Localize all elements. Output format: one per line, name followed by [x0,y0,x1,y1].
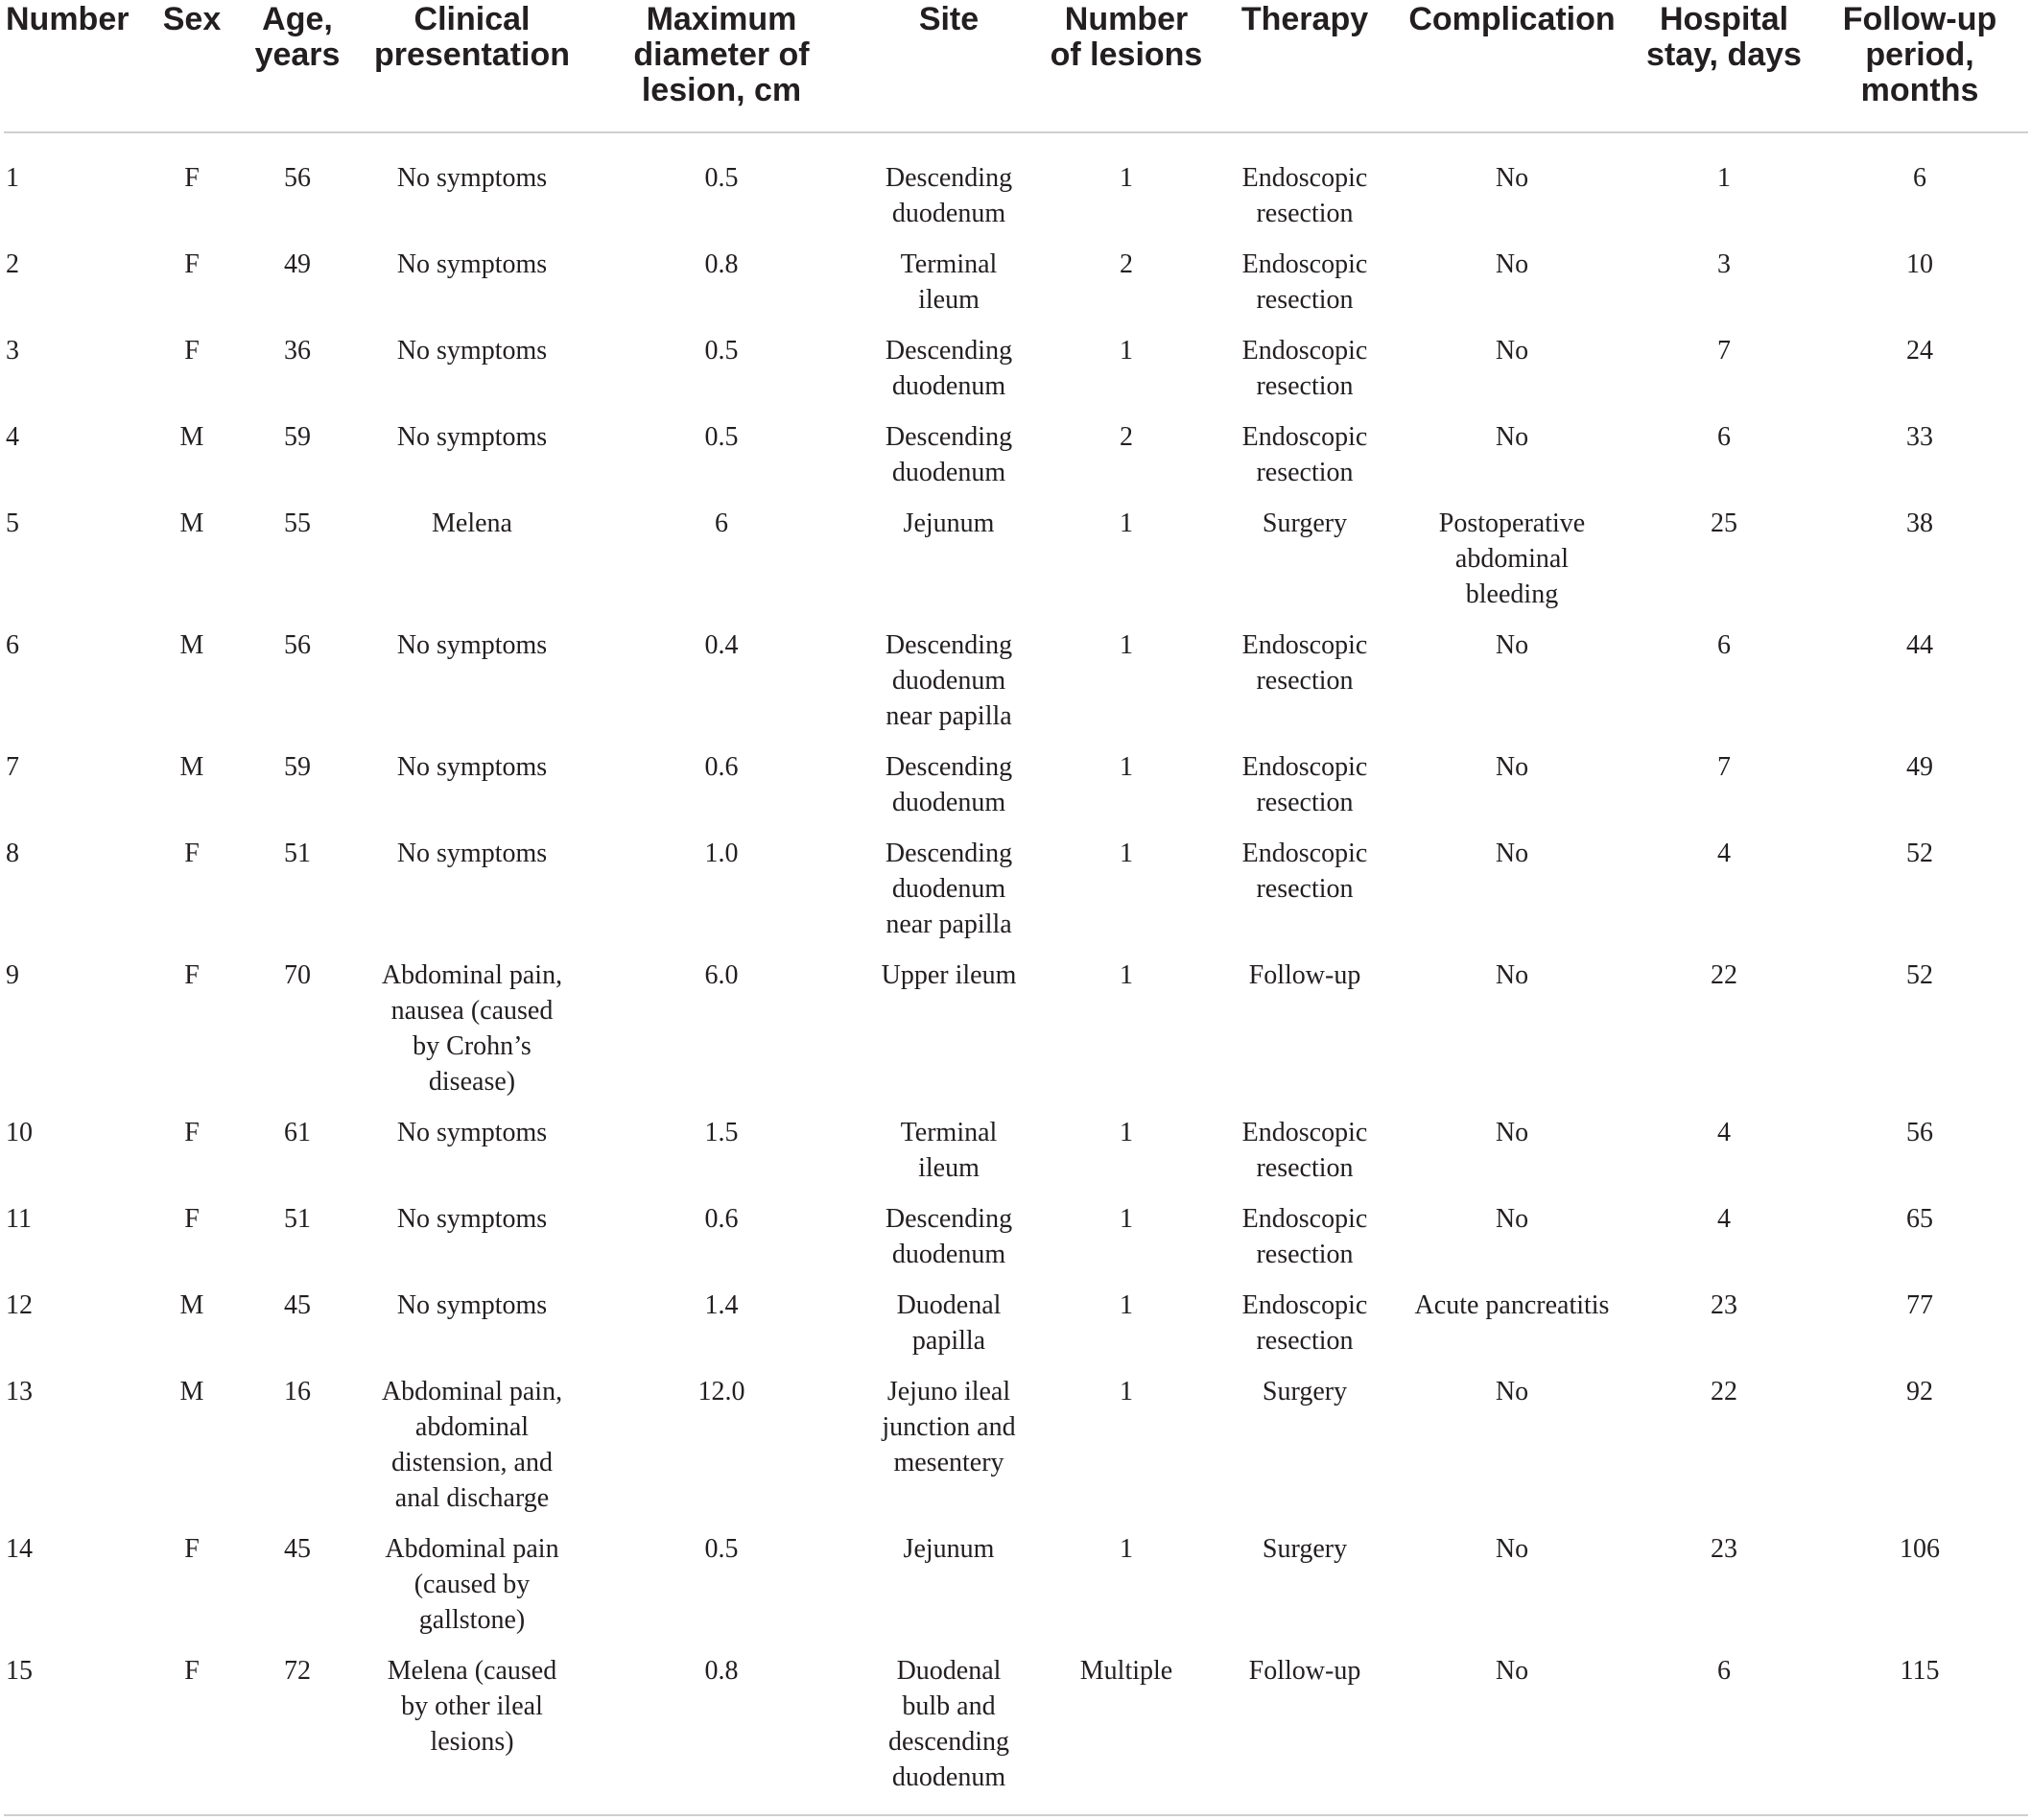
cell-age: 59 [284,422,311,452]
cell-number-of-lesions: 1 [1120,960,1133,990]
cell-follow-up: 106 [1900,1534,1940,1564]
cell-number: 9 [6,960,19,990]
cell-complication: No [1495,839,1529,868]
cell-max-diameter: 0.6 [704,1204,739,1234]
cell-number-of-lesions: 1 [1120,336,1133,366]
header-row [4,0,2028,132]
cell-follow-up: 52 [1906,960,1933,990]
cell-therapy: Endoscopic resection [1241,1290,1368,1356]
cell-max-diameter: 0.4 [704,630,739,660]
cell-max-diameter: 6 [715,508,728,538]
cell-clinical-presentation: No symptoms [396,752,548,782]
cell-number-of-lesions: 2 [1120,422,1133,452]
table-row [4,749,2028,836]
cell-hospital-stay: 22 [1711,960,1737,990]
cell-site: Duodenal papilla [896,1290,1002,1356]
cell-therapy: Surgery [1262,1377,1348,1406]
cell-complication: No [1387,1653,1637,1815]
cell-complication: No [1495,249,1529,279]
header-site: Site [867,0,1030,132]
cell-clinical-presentation: Melena [432,508,512,538]
cell-follow-up: 92 [1906,1377,1933,1406]
cell-number-of-lesions: 1 [1120,839,1133,868]
cell-max-diameter: 6.0 [704,960,739,990]
cell-therapy: Endoscopic resection [1241,1204,1368,1269]
table-row [4,1653,2028,1815]
cell-clinical-presentation: Abdominal pain, abdominal distension, and anal discharge [381,1377,563,1513]
cell-number: 2 [6,249,19,279]
table-row [4,836,2028,957]
cell-number-of-lesions: Multiple [1030,1653,1222,1815]
cell-complication: No [1495,960,1529,990]
table-row [4,333,2028,419]
cell-age: 45 [284,1290,311,1320]
cell-clinical-presentation: No symptoms [396,1290,548,1320]
cell-age: 56 [284,630,311,660]
cell-follow-up: 65 [1906,1204,1933,1234]
cell-max-diameter: 0.6 [704,752,739,782]
cell-max-diameter: 0.5 [704,336,739,366]
header-number-of-lesions: Number of lesions [1030,0,1222,132]
cell-sex: F [184,839,200,868]
cell-age: 36 [284,336,311,366]
cell-max-diameter: 1.0 [704,839,739,868]
cell-number: 14 [6,1534,33,1564]
cell-number: 13 [6,1377,33,1406]
cell-age: 72 [226,1653,368,1815]
table-row [4,132,2028,247]
cell-number-of-lesions: 1 [1120,630,1133,660]
cell-clinical-presentation: Melena (caused by other ileal lesions) [368,1653,576,1815]
cell-complication: No [1495,422,1529,452]
cell-number-of-lesions: 1 [1120,752,1133,782]
cell-sex: F [184,249,200,279]
cell-follow-up: 49 [1906,752,1933,782]
cell-site: Duodenal bulb and descending duodenum [867,1653,1030,1815]
cell-max-diameter: 12.0 [697,1377,745,1406]
cell-site: Descending duodenum near papilla [885,839,1013,939]
table-row [4,1288,2028,1374]
cell-sex: M [179,422,204,452]
table-row [4,1201,2028,1288]
cell-age: 61 [284,1118,311,1147]
cell-clinical-presentation: No symptoms [396,630,548,660]
cell-number-of-lesions: 1 [1120,1290,1133,1320]
cell-site: Jejunum [903,508,995,538]
cell-number-of-lesions: 1 [1120,1377,1133,1406]
cell-hospital-stay: 3 [1717,249,1731,279]
table-row [4,1115,2028,1201]
cell-clinical-presentation: Abdominal pain, nausea (caused by Crohn’s disease) [381,960,563,1097]
cell-follow-up: 33 [1906,422,1933,452]
cell-sex: F [184,336,200,366]
cell-therapy: Endoscopic resection [1241,163,1368,228]
cell-site: Jejuno ileal junction and mesentery [882,1377,1016,1477]
cell-hospital-stay: 6 [1717,630,1731,660]
cell-number: 6 [6,630,19,660]
header-complication: Complication [1387,0,1637,132]
cell-number: 15 [4,1653,157,1815]
cell-number-of-lesions: 1 [1120,1534,1133,1564]
cell-therapy: Endoscopic resection [1241,422,1368,487]
cell-number: 1 [6,163,19,193]
cell-site: Terminal ileum [900,249,998,315]
header-number: Number [4,0,157,132]
cell-sex: F [184,1204,200,1234]
cell-complication: No [1495,752,1529,782]
cell-hospital-stay: 25 [1711,508,1737,538]
table-row [4,957,2028,1115]
cell-number: 5 [6,508,19,538]
cell-hospital-stay: 4 [1717,839,1731,868]
cell-age: 59 [284,752,311,782]
cell-follow-up: 24 [1906,336,1933,366]
cell-clinical-presentation: No symptoms [396,839,548,868]
cell-sex: M [179,630,204,660]
cell-sex: M [179,1377,204,1406]
cell-max-diameter: 1.4 [704,1290,739,1320]
cell-clinical-presentation: Abdominal pain (caused by gallstone) [385,1534,559,1635]
cell-hospital-stay: 23 [1711,1534,1737,1564]
header-hospital-stay: Hospital stay, days [1637,0,1811,132]
cell-age: 55 [284,508,311,538]
cell-number-of-lesions: 1 [1120,163,1133,193]
cell-site: Descending duodenum [885,1204,1013,1269]
cell-clinical-presentation: No symptoms [396,1118,548,1147]
cell-complication: No [1495,1204,1529,1234]
cell-hospital-stay: 6 [1717,422,1731,452]
header-therapy: Therapy [1222,0,1387,132]
cell-therapy: Endoscopic resection [1241,249,1368,315]
cell-clinical-presentation: No symptoms [396,336,548,366]
cell-sex: F [184,960,200,990]
cell-complication: No [1495,630,1529,660]
cell-therapy: Surgery [1262,1534,1348,1564]
cell-complication: No [1495,1534,1529,1564]
cell-follow-up: 38 [1906,508,1933,538]
cell-sex: M [179,508,204,538]
cell-number-of-lesions: 1 [1120,1118,1133,1147]
cell-follow-up: 6 [1913,163,1926,193]
cell-sex: M [179,1290,204,1320]
cell-sex: F [157,1653,226,1815]
patient-table [4,0,2028,1816]
cell-number: 10 [6,1118,33,1147]
table-row [4,506,2028,627]
cell-therapy: Endoscopic resection [1241,630,1368,696]
table-row [4,247,2028,333]
cell-sex: F [184,163,200,193]
cell-therapy: Endoscopic resection [1241,336,1368,401]
table-row [4,1374,2028,1531]
cell-complication: Postoperative abdominal bleeding [1438,508,1586,609]
cell-number: 7 [6,752,19,782]
cell-hospital-stay: 23 [1711,1290,1737,1320]
cell-therapy: Follow-up [1248,960,1361,990]
cell-sex: F [184,1118,200,1147]
cell-max-diameter: 0.5 [704,163,739,193]
cell-site: Descending duodenum [885,752,1013,817]
cell-complication: No [1495,163,1529,193]
cell-max-diameter: 1.5 [704,1118,739,1147]
cell-complication: No [1495,336,1529,366]
cell-hospital-stay: 4 [1717,1204,1731,1234]
cell-hospital-stay: 6 [1637,1653,1811,1815]
cell-age: 49 [284,249,311,279]
cell-complication: Acute pancreatitis [1414,1290,1610,1320]
cell-age: 70 [284,960,311,990]
cell-follow-up: 44 [1906,630,1933,660]
cell-hospital-stay: 22 [1711,1377,1737,1406]
cell-therapy: Follow-up [1222,1653,1387,1815]
cell-clinical-presentation: No symptoms [396,422,548,452]
cell-sex: F [184,1534,200,1564]
table-row [4,627,2028,749]
cell-age: 16 [284,1377,311,1406]
cell-number-of-lesions: 1 [1120,508,1133,538]
table-row [4,1531,2028,1653]
cell-age: 51 [284,1204,311,1234]
cell-max-diameter: 0.8 [704,249,739,279]
cell-therapy: Endoscopic resection [1241,1118,1368,1183]
cell-site: Descending duodenum [885,163,1013,228]
cell-number: 8 [6,839,19,868]
cell-number: 4 [6,422,19,452]
header-age: Age, years [226,0,368,132]
cell-number-of-lesions: 1 [1120,1204,1133,1234]
header-max-diameter: Maximum diameter of lesion, cm [576,0,867,132]
cell-sex: M [179,752,204,782]
cell-number: 11 [6,1204,32,1234]
cell-follow-up: 52 [1906,839,1933,868]
cell-complication: No [1495,1377,1529,1406]
cell-site: Descending duodenum near papilla [885,630,1013,731]
cell-therapy: Surgery [1262,508,1348,538]
cell-site: Upper ileum [881,960,1017,990]
table-body [4,132,2028,1815]
header-follow-up: Follow-up period, months [1811,0,2028,132]
cell-age: 51 [284,839,311,868]
cell-hospital-stay: 1 [1717,163,1731,193]
cell-max-diameter: 0.8 [576,1653,867,1815]
cell-complication: No [1495,1118,1529,1147]
cell-follow-up: 115 [1811,1653,2028,1815]
cell-clinical-presentation: No symptoms [396,1204,548,1234]
cell-site: Jejunum [903,1534,995,1564]
cell-number-of-lesions: 2 [1120,249,1133,279]
cell-age: 45 [284,1534,311,1564]
cell-hospital-stay: 4 [1717,1118,1731,1147]
cell-follow-up: 77 [1906,1290,1933,1320]
cell-clinical-presentation: No symptoms [396,163,548,193]
cell-site: Descending duodenum [885,422,1013,487]
cell-follow-up: 56 [1906,1118,1933,1147]
cell-number: 12 [6,1290,33,1320]
cell-max-diameter: 0.5 [704,1534,739,1564]
cell-hospital-stay: 7 [1717,336,1731,366]
cell-follow-up: 10 [1906,249,1933,279]
header-clinical-presentation: Clinical presentation [368,0,576,132]
table-row [4,419,2028,506]
cell-site: Descending duodenum [885,336,1013,401]
header-sex: Sex [157,0,226,132]
cell-age: 56 [284,163,311,193]
cell-site: Terminal ileum [900,1118,998,1183]
cell-hospital-stay: 7 [1717,752,1731,782]
cell-max-diameter: 0.5 [704,422,739,452]
cell-therapy: Endoscopic resection [1241,839,1368,904]
cell-therapy: Endoscopic resection [1241,752,1368,817]
cell-number: 3 [6,336,19,366]
cell-clinical-presentation: No symptoms [396,249,548,279]
